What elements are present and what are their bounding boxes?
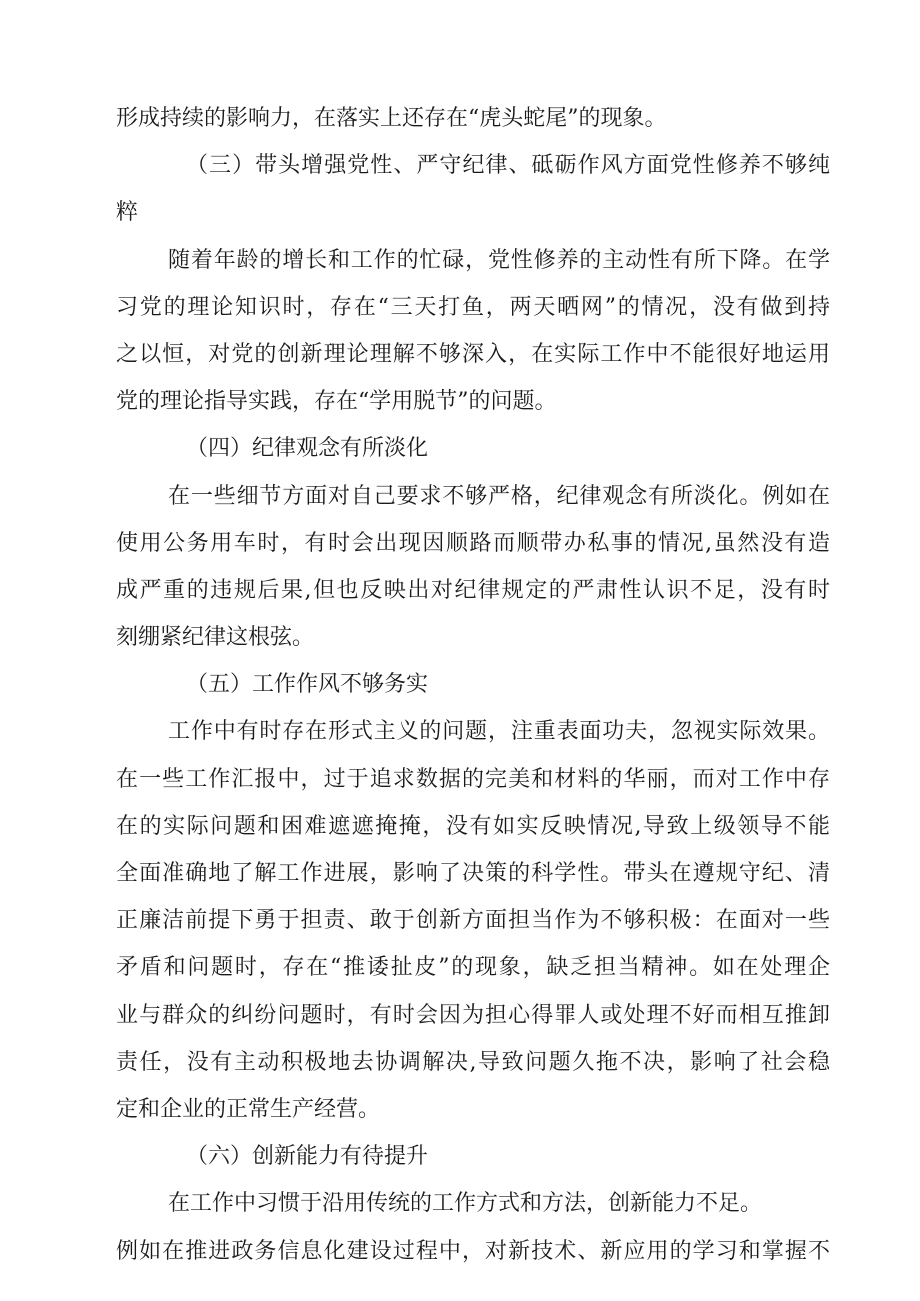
paragraph-line: 责任，没有主动积极地去协调解决,导致问题久拖不决，影响了社会稳 bbox=[116, 1049, 830, 1075]
paragraph-line: 在的实际问题和困难遮遮掩掩，没有如实反映情况,导致上级领导不能 bbox=[116, 813, 830, 839]
paragraph-line: 业与群众的纠纷问题时，有时会因为担心得罪人或处理不好而相互推卸 bbox=[116, 1002, 830, 1028]
section-heading-5: （五）工作作风不够务实 bbox=[186, 672, 429, 698]
paragraph-line: 习党的理论知识时，存在“三天打鱼，两天晒网”的情况，没有做到持 bbox=[116, 294, 830, 320]
section-heading-3: （三）带头增强党性、严守纪律、砥砺作风方面党性修养不够纯 bbox=[186, 153, 830, 179]
paragraph-line: 工作中有时存在形式主义的问题，注重表面功夫，忽视实际效果。 bbox=[168, 719, 830, 745]
paragraph-line: 矛盾和问题时，存在“推诿扯皮”的现象，缺乏担当精神。如在处理企 bbox=[116, 955, 830, 981]
document-page bbox=[116, 95, 830, 1275]
paragraph-line: 在一些工作汇报中，过于追求数据的完美和材料的华丽，而对工作中存 bbox=[116, 766, 830, 792]
paragraph-line: 正廉洁前提下勇于担责、敢于创新方面担当作为不够积极：在面对一些 bbox=[116, 908, 830, 934]
paragraph-line: 使用公务用车时，有时会出现因顺路而顺带办私事的情况,虽然没有造 bbox=[116, 530, 830, 556]
paragraph-line: 全面准确地了解工作进展，影响了决策的科学性。带头在遵规守纪、清 bbox=[116, 861, 830, 886]
paragraph-line: 之以恒，对党的创新理论理解不够深入，在实际工作中不能很好地运用 bbox=[116, 341, 830, 367]
text-line: 形成持续的影响力，在落实上还存在“虎头蛇尾”的现象。 bbox=[116, 106, 667, 131]
paragraph-line: 党的理论指导实践，存在“学用脱节”的问题。 bbox=[116, 389, 557, 415]
paragraph-line: 刻绷紧纪律这根弦。 bbox=[116, 625, 315, 651]
paragraph-line: 在工作中习惯于沿用传统的工作方式和方法，创新能力不足。 bbox=[168, 1191, 763, 1217]
paragraph-line: 例如在推进政务信息化建设过程中，对新技术、新应用的学习和掌握不 bbox=[116, 1238, 830, 1264]
section-heading-4: （四）纪律观念有所淡化 bbox=[186, 436, 429, 462]
paragraph-line: 定和企业的正常生产经营。 bbox=[116, 1096, 381, 1122]
paragraph-line: 在一些细节方面对自己要求不够严格，纪律观念有所淡化。例如在 bbox=[168, 483, 830, 509]
section-heading-6: （六）创新能力有待提升 bbox=[186, 1144, 429, 1170]
paragraph-line: 成严重的违规后果,但也反映出对纪律规定的严肃性认识不足，没有时 bbox=[116, 577, 830, 603]
paragraph-line: 随着年龄的增长和工作的忙碌，党性修养的主动性有所下降。在学 bbox=[168, 247, 830, 273]
section-heading-3-continuation: 粹 bbox=[116, 200, 139, 226]
